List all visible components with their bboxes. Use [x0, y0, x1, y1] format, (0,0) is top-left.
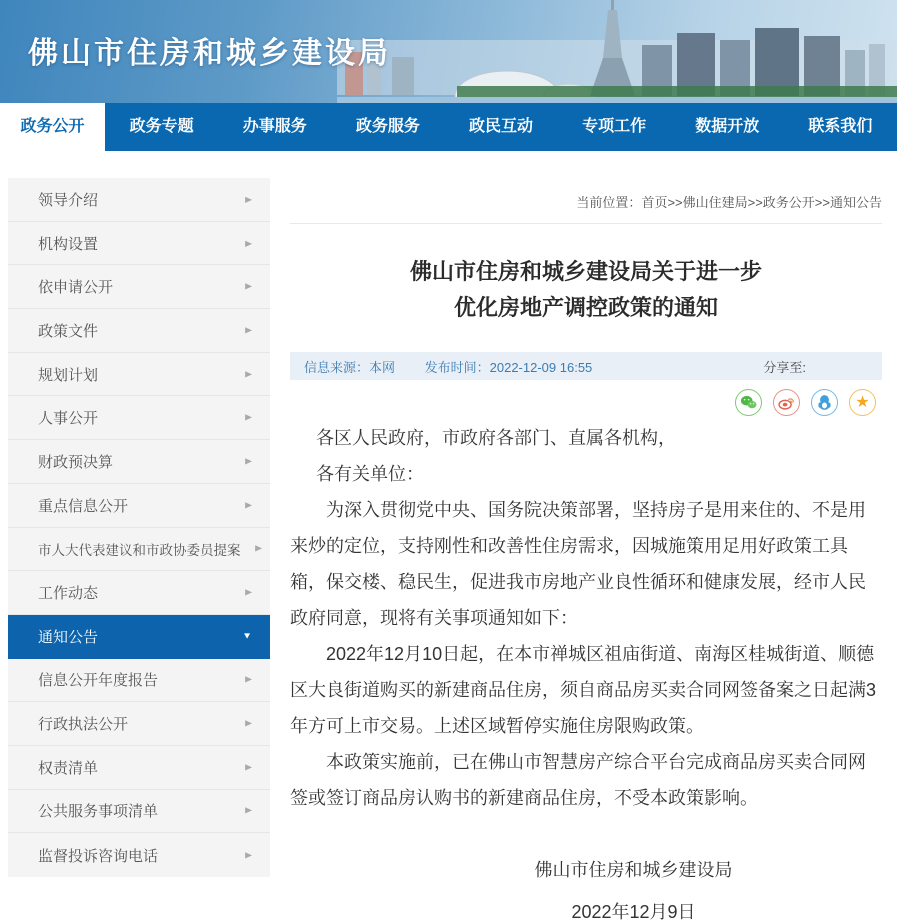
chevron-right-icon: ▶	[245, 412, 252, 422]
share-buttons	[290, 389, 882, 416]
site-header-banner	[0, 0, 897, 103]
site-title: 佛山市住房和城乡建设局	[28, 37, 391, 70]
sidebar-item[interactable]: 财政预决算 ▶	[8, 440, 270, 484]
salutation-line: 各区人民政府，市政府各部门、直属各机构，	[316, 428, 676, 448]
chevron-right-icon: ▶	[245, 325, 252, 335]
sidebar-item[interactable]: 依申请公开 ▶	[8, 265, 270, 309]
top-navigation	[0, 103, 897, 151]
tab-lianxi-women[interactable]: 联系我们	[808, 118, 873, 135]
tab-zhengmin-hudong[interactable]: 政民互动	[468, 118, 533, 135]
chevron-right-icon: ▶	[245, 194, 252, 204]
sidebar-item[interactable]: 行政执法公开 ▶	[8, 702, 270, 746]
signature-date: 2022年12月9日	[571, 902, 696, 922]
salutation-line: 各有关单位：	[316, 464, 424, 484]
chevron-right-icon: ▶	[245, 718, 252, 728]
page-title-line2: 优化房地产调控政策的通知	[453, 295, 718, 320]
chevron-right-icon: ▶	[245, 369, 252, 379]
chevron-down-icon: ▼	[242, 631, 252, 642]
tab-shuju-kaifang[interactable]: 数据开放	[695, 118, 760, 135]
chevron-right-icon: ▶	[245, 806, 252, 816]
tab-banshi-fuwu[interactable]: 办事服务	[242, 118, 307, 135]
sidebar-item[interactable]: 重点信息公开 ▶	[8, 484, 270, 528]
sidebar-item[interactable]: 机构设置 ▶	[8, 222, 270, 266]
city-skyline-image	[337, 0, 897, 103]
share-to-label: 分享至:	[763, 359, 806, 375]
chevron-right-icon: ▶	[245, 587, 252, 597]
signature-block	[290, 856, 882, 924]
article-body	[290, 420, 882, 816]
sidebar-item[interactable]: 市人大代表建议和市政协委员提案 ▶	[8, 528, 270, 572]
page-title	[290, 254, 882, 326]
chevron-right-icon: ▶	[245, 850, 252, 860]
sidebar-item[interactable]: 权责清单 ▶	[8, 746, 270, 790]
info-source: 信息来源：本网	[304, 359, 396, 375]
breadcrumb-label: 当前位置：	[576, 195, 642, 210]
weibo-share-icon[interactable]	[773, 389, 800, 416]
chevron-right-icon: ▶	[245, 238, 252, 248]
chevron-right-icon: ▶	[245, 762, 252, 772]
publish-time: 发布时间：2022-12-09 16:55	[424, 359, 593, 375]
sidebar-item[interactable]: 工作动态 ▶	[8, 571, 270, 615]
sidebar-menu	[8, 178, 270, 877]
chevron-right-icon: ▶	[245, 674, 252, 684]
sidebar-item[interactable]: 公共服务事项清单 ▶	[8, 790, 270, 834]
chevron-right-icon: ▶	[255, 543, 262, 553]
page-title-line1: 佛山市住房和城乡建设局关于进一步	[409, 259, 762, 284]
tab-zhuanxiang-gongzuo[interactable]: 专项工作	[582, 118, 647, 135]
sidebar-item[interactable]: 监督投诉咨询电话 ▶	[8, 833, 270, 877]
tab-zhengwu-zhuanti[interactable]: 政务专题	[129, 118, 194, 135]
chevron-right-icon: ▶	[245, 456, 252, 466]
article-paragraph: 本政策实施前，已在佛山市智慧房产综合平台完成商品房买卖合同网签或签订商品房认购书的新建商品住房，不受本政策影响。	[290, 752, 866, 808]
wechat-share-icon[interactable]	[735, 389, 762, 416]
sidebar-item[interactable]: 政策文件 ▶	[8, 309, 270, 353]
breadcrumb	[290, 192, 882, 224]
tab-zhengwu-gongkai[interactable]: 政务公开	[0, 98, 105, 151]
sidebar-item[interactable]: 规划计划 ▶	[8, 353, 270, 397]
sidebar-item[interactable]: 人事公开 ▶	[8, 396, 270, 440]
sidebar-item[interactable]: 信息公开年度报告 ▶	[8, 659, 270, 703]
article-meta-bar	[290, 352, 882, 380]
chevron-right-icon: ▶	[245, 500, 252, 510]
breadcrumb-path[interactable]: 首页>>佛山住建局>>政务公开>>通知公告	[641, 195, 882, 210]
favorite-star-icon[interactable]: ★	[849, 389, 876, 416]
signature-issuer: 佛山市住房和城乡建设局	[534, 860, 733, 880]
sidebar-item[interactable]: 领导介绍 ▶	[8, 178, 270, 222]
chevron-right-icon: ▶	[245, 281, 252, 291]
tab-zhengwu-fuwu[interactable]: 政务服务	[355, 118, 420, 135]
sidebar-item-active-notices[interactable]: 通知公告 ▼	[8, 615, 270, 659]
article-paragraph: 为深入贯彻党中央、国务院决策部署，坚持房子是用来住的、不是用来炒的定位，支持刚性和改善性住房需求，因城施策用足用好政策工具箱，保交楼、稳民生，促进我市房地产业良性循环和健康发展，经市人民政府同意，现将有关事项通知如下：	[290, 500, 866, 628]
article-paragraph: 2022年12月10日起，在本市禅城区祖庙街道、南海区桂城街道、顺德区大良街道购买的新建商品住房，须自商品房买卖合同网签备案之日起满3年方可上市交易。上述区域暂停实施住房限购政策。	[290, 644, 877, 736]
qq-share-icon[interactable]	[811, 389, 838, 416]
main-area	[0, 178, 897, 924]
article-content	[290, 178, 882, 924]
